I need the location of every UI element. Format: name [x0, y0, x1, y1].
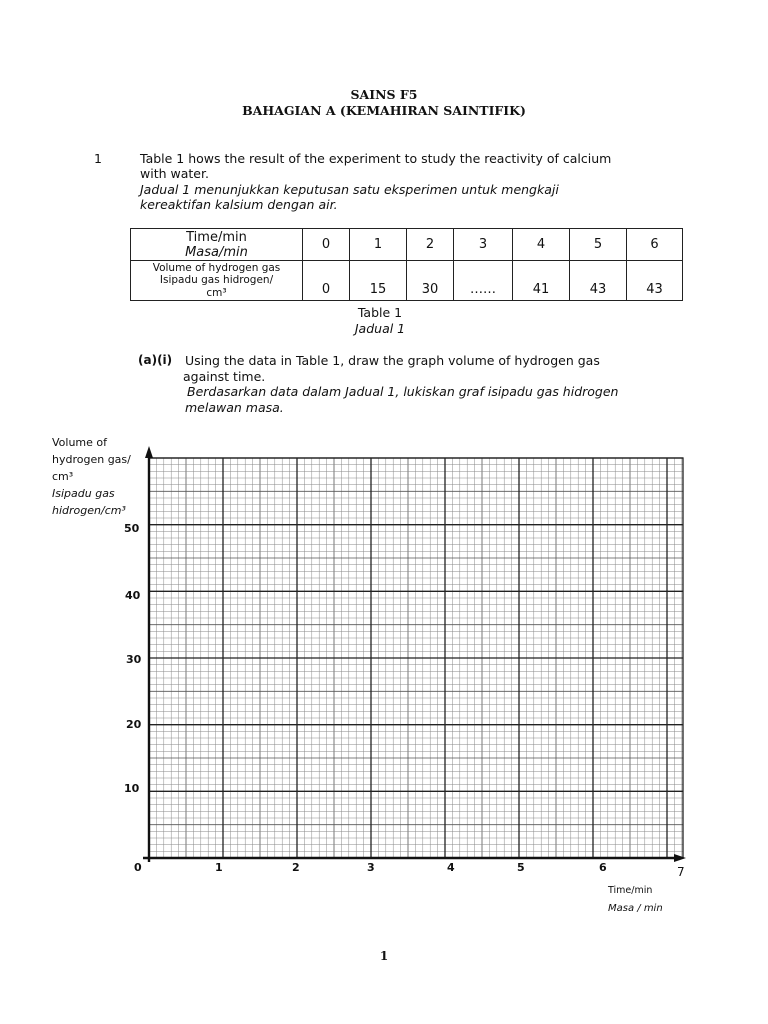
y-tick-label: 50 [124, 522, 140, 535]
part-text-en-2: against time. [183, 369, 266, 384]
y-tick-label: 30 [126, 653, 142, 666]
y-axis-arrow [145, 446, 153, 458]
table-caption-en: Table 1 [357, 305, 403, 320]
y-axis-label-1: Volume of [52, 436, 108, 449]
time-cell: 0 [303, 229, 350, 261]
time-label-my: Masa/min [185, 244, 248, 260]
volume-label-3: cm³ [206, 286, 227, 299]
volume-label-1: Volume of hydrogen gas [152, 261, 281, 274]
time-cell: 4 [513, 229, 570, 261]
question-text-my-2: kereaktifan kalsium dengan air. [140, 197, 338, 212]
volume-cell-missing: …… [454, 261, 513, 301]
x-tick-label: 3 [367, 861, 375, 874]
time-cell: 6 [627, 229, 683, 261]
y-axis-label-2: hydrogen gas/ [52, 453, 131, 466]
volume-cell: 0 [303, 261, 350, 301]
x-axis-label-my: Masa / min [608, 903, 663, 914]
volume-cell: 43 [570, 261, 627, 301]
part-text-en-1: Using the data in Table 1, draw the graph volume of hydrogen gas [185, 353, 600, 368]
question-text-en-1: Table 1 hows the result of the experiment to study the reactivity of calcium [140, 151, 612, 166]
x-axis-label-en: Time/min [608, 885, 653, 896]
x-tick-label: 0 [134, 861, 142, 874]
y-tick-label: 20 [126, 718, 142, 731]
question-number: 1 [94, 151, 102, 166]
section-title: BAHAGIAN A (KEMAHIRAN SAINTIFIK) [242, 103, 526, 118]
volume-label-2: Isipadu gas hidrogen/ [159, 274, 274, 287]
volume-cell: 15 [350, 261, 407, 301]
y-axis-label-5: hidrogen/cm³ [52, 504, 126, 517]
part-text-my-2: melawan masa. [185, 400, 284, 415]
x-tick-label: 6 [599, 861, 607, 874]
time-label-en: Time/min [186, 229, 247, 245]
volume-cell: 41 [513, 261, 570, 301]
x-axis-arrow [674, 854, 686, 862]
y-axis-label-4: Isipadu gas [52, 487, 115, 500]
time-cell: 3 [454, 229, 513, 261]
x-tick-label: 4 [447, 861, 455, 874]
y-tick-label: 40 [125, 589, 141, 602]
x-tick-label: 5 [517, 861, 525, 874]
question-text-en-2: with water. [140, 166, 209, 181]
table-caption-my: Jadual 1 [354, 321, 406, 336]
question-text-my-1: Jadual 1 menunjukkan keputusan satu eksperimen untuk mengkaji [140, 182, 559, 197]
page-number: 1 [379, 949, 389, 963]
volume-cell: 43 [627, 261, 683, 301]
time-cell: 5 [570, 229, 627, 261]
time-cell: 1 [350, 229, 407, 261]
y-axis-label-3: cm³ [52, 470, 74, 483]
x-tick-label: 7 [677, 865, 685, 879]
time-cell: 2 [407, 229, 454, 261]
volume-cell: 30 [407, 261, 454, 301]
x-tick-label: 2 [292, 861, 300, 874]
part-label: (a)(i) [138, 353, 173, 367]
y-tick-label: 10 [124, 782, 140, 795]
page-title: SAINS F5 [350, 87, 418, 102]
graph-axes [143, 446, 686, 862]
part-text-my-1: Berdasarkan data dalam Jadual 1, lukiskan graf isipadu gas hidrogen [187, 384, 619, 399]
x-tick-label: 1 [215, 861, 223, 874]
